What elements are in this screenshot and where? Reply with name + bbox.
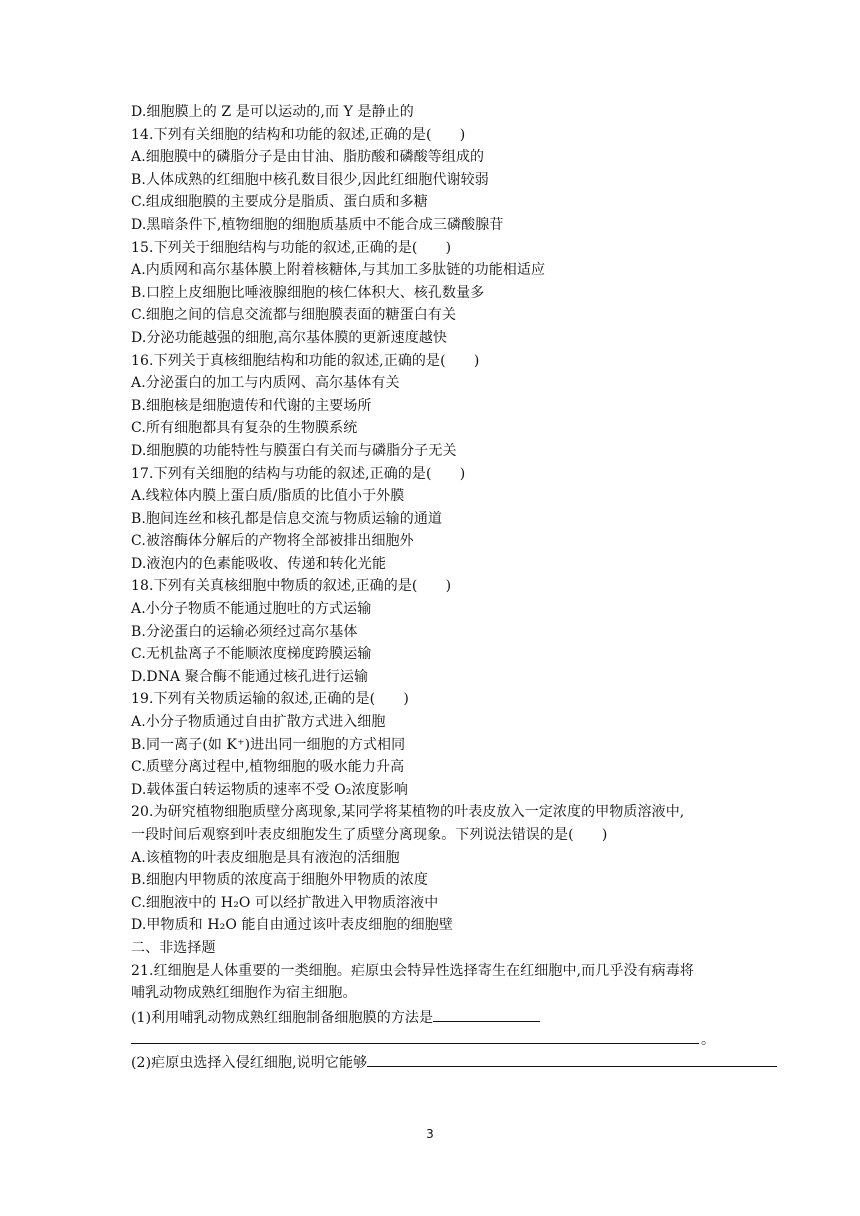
question-19-stem: 19.下列有关物质运输的叙述,正确的是( ) <box>131 691 409 708</box>
option-line: A.分泌蛋白的加工与内质网、高尔基体有关 <box>131 375 400 392</box>
option-line: C.细胞液中的 H₂O 可以经扩散进入甲物质溶液中 <box>131 894 439 911</box>
part-2-prompt: (2)疟原虫选择入侵红细胞,说明它能够 <box>131 1054 368 1071</box>
answer-blank[interactable] <box>433 1005 540 1022</box>
question-20-stem-continued: 一段时间后观察到叶表皮细胞发生了质壁分离现象。下列说法错误的是( ) <box>131 827 608 843</box>
question-18-stem: 18.下列有关真核细胞中物质的叙述,正确的是( ) <box>131 578 452 595</box>
page-number: 3 <box>426 1127 434 1141</box>
question-14-stem: 14.下列有关细胞的结构和功能的叙述,正确的是( ) <box>131 126 466 143</box>
answer-blank[interactable] <box>367 1050 777 1067</box>
option-line: D.DNA 聚合酶不能通过核孔进行运输 <box>131 668 369 685</box>
option-line: B.细胞核是细胞遗传和代谢的主要场所 <box>131 397 372 414</box>
section-heading: 二、非选择题 <box>131 939 216 956</box>
part-1-prompt: (1)利用哺乳动物成熟红细胞制备细胞膜的方法是 <box>131 1009 434 1026</box>
question-content <box>131 101 731 1073</box>
option-line: A.内质网和高尔基体膜上附着核糖体,与其加工多肽链的功能相适应 <box>131 262 546 279</box>
question-21-part-1-continued <box>131 1027 731 1050</box>
question-16-stem: 16.下列关于真核细胞结构和功能的叙述,正确的是( ) <box>131 352 480 369</box>
option-line: B.细胞内甲物质的浓度高于细胞外甲物质的浓度 <box>131 872 428 889</box>
option-line: D.黑暗条件下,植物细胞的细胞质基质中不能合成三磷酸腺苷 <box>131 216 504 233</box>
option-line: D.液泡内的色素能吸收、传递和转化光能 <box>131 555 387 572</box>
option-line: B.口腔上皮细胞比唾液腺细胞的核仁体积大、核孔数量多 <box>131 284 485 301</box>
question-21-stem: 21.红细胞是人体重要的一类细胞。疟原虫会特异性选择寄生在红细胞中,而几乎没有病毒将 <box>131 962 694 979</box>
option-line: A.线粒体内膜上蛋白质/脂质的比值小于外膜 <box>131 488 405 505</box>
option-line: C.组成细胞膜的主要成分是脂质、蛋白质和多糖 <box>131 194 428 211</box>
question-21-part-1 <box>131 1005 731 1028</box>
option-line: D.细胞膜的功能特性与膜蛋白有关而与磷脂分子无关 <box>131 442 457 459</box>
option-line: D.细胞膜上的 Z 是可以运动的,而 Y 是静止的 <box>131 104 414 120</box>
option-line: D.甲物质和 H₂O 能自由通过该叶表皮细胞的细胞壁 <box>131 917 453 934</box>
option-line: A.小分子物质通过自由扩散方式进入细胞 <box>131 714 386 731</box>
question-17-stem: 17.下列有关细胞的结构与功能的叙述,正确的是( ) <box>131 465 466 482</box>
option-line: C.被溶酶体分解后的产物将全部被排出细胞外 <box>131 533 414 550</box>
option-line: D.分泌功能越强的细胞,高尔基体膜的更新速度越快 <box>131 329 448 346</box>
question-20-stem: 20.为研究植物细胞质壁分离现象,某同学将某植物的叶表皮放入一定浓度的甲物质溶液中, <box>131 804 685 821</box>
option-line: C.无机盐离子不能顺浓度梯度跨膜运输 <box>131 646 372 663</box>
option-line: C.质壁分离过程中,植物细胞的吸水能力升高 <box>131 759 405 776</box>
option-line: B.分泌蛋白的运输必须经过高尔基体 <box>131 623 358 640</box>
period-mark: 。 <box>701 1032 716 1049</box>
option-line: A.小分子物质不能通过胞吐的方式运输 <box>131 601 372 618</box>
question-21-part-2 <box>131 1050 731 1073</box>
question-21-stem-continued: 哺乳动物成熟红细胞作为宿主细胞。 <box>131 985 357 1002</box>
option-line: D.载体蛋白转运物质的速率不受 O₂浓度影响 <box>131 781 408 798</box>
question-15-stem: 15.下列关于细胞结构与功能的叙述,正确的是( ) <box>131 239 452 256</box>
option-line: A.该植物的叶表皮细胞是具有液泡的活细胞 <box>131 849 400 866</box>
option-line: A.细胞膜中的磷脂分子是由甘油、脂肪酸和磷酸等组成的 <box>131 149 485 166</box>
option-line: C.细胞之间的信息交流都与细胞膜表面的糖蛋白有关 <box>131 307 457 324</box>
option-line: B.同一离子(如 K⁺)进出同一细胞的方式相同 <box>131 736 406 753</box>
option-line: C.所有细胞都具有复杂的生物膜系统 <box>131 420 358 437</box>
answer-blank-long[interactable] <box>131 1027 699 1044</box>
option-line: B.胞间连丝和核孔都是信息交流与物质运输的通道 <box>131 510 443 527</box>
option-line: B.人体成熟的红细胞中核孔数目很少,因此红细胞代谢较弱 <box>131 171 489 188</box>
